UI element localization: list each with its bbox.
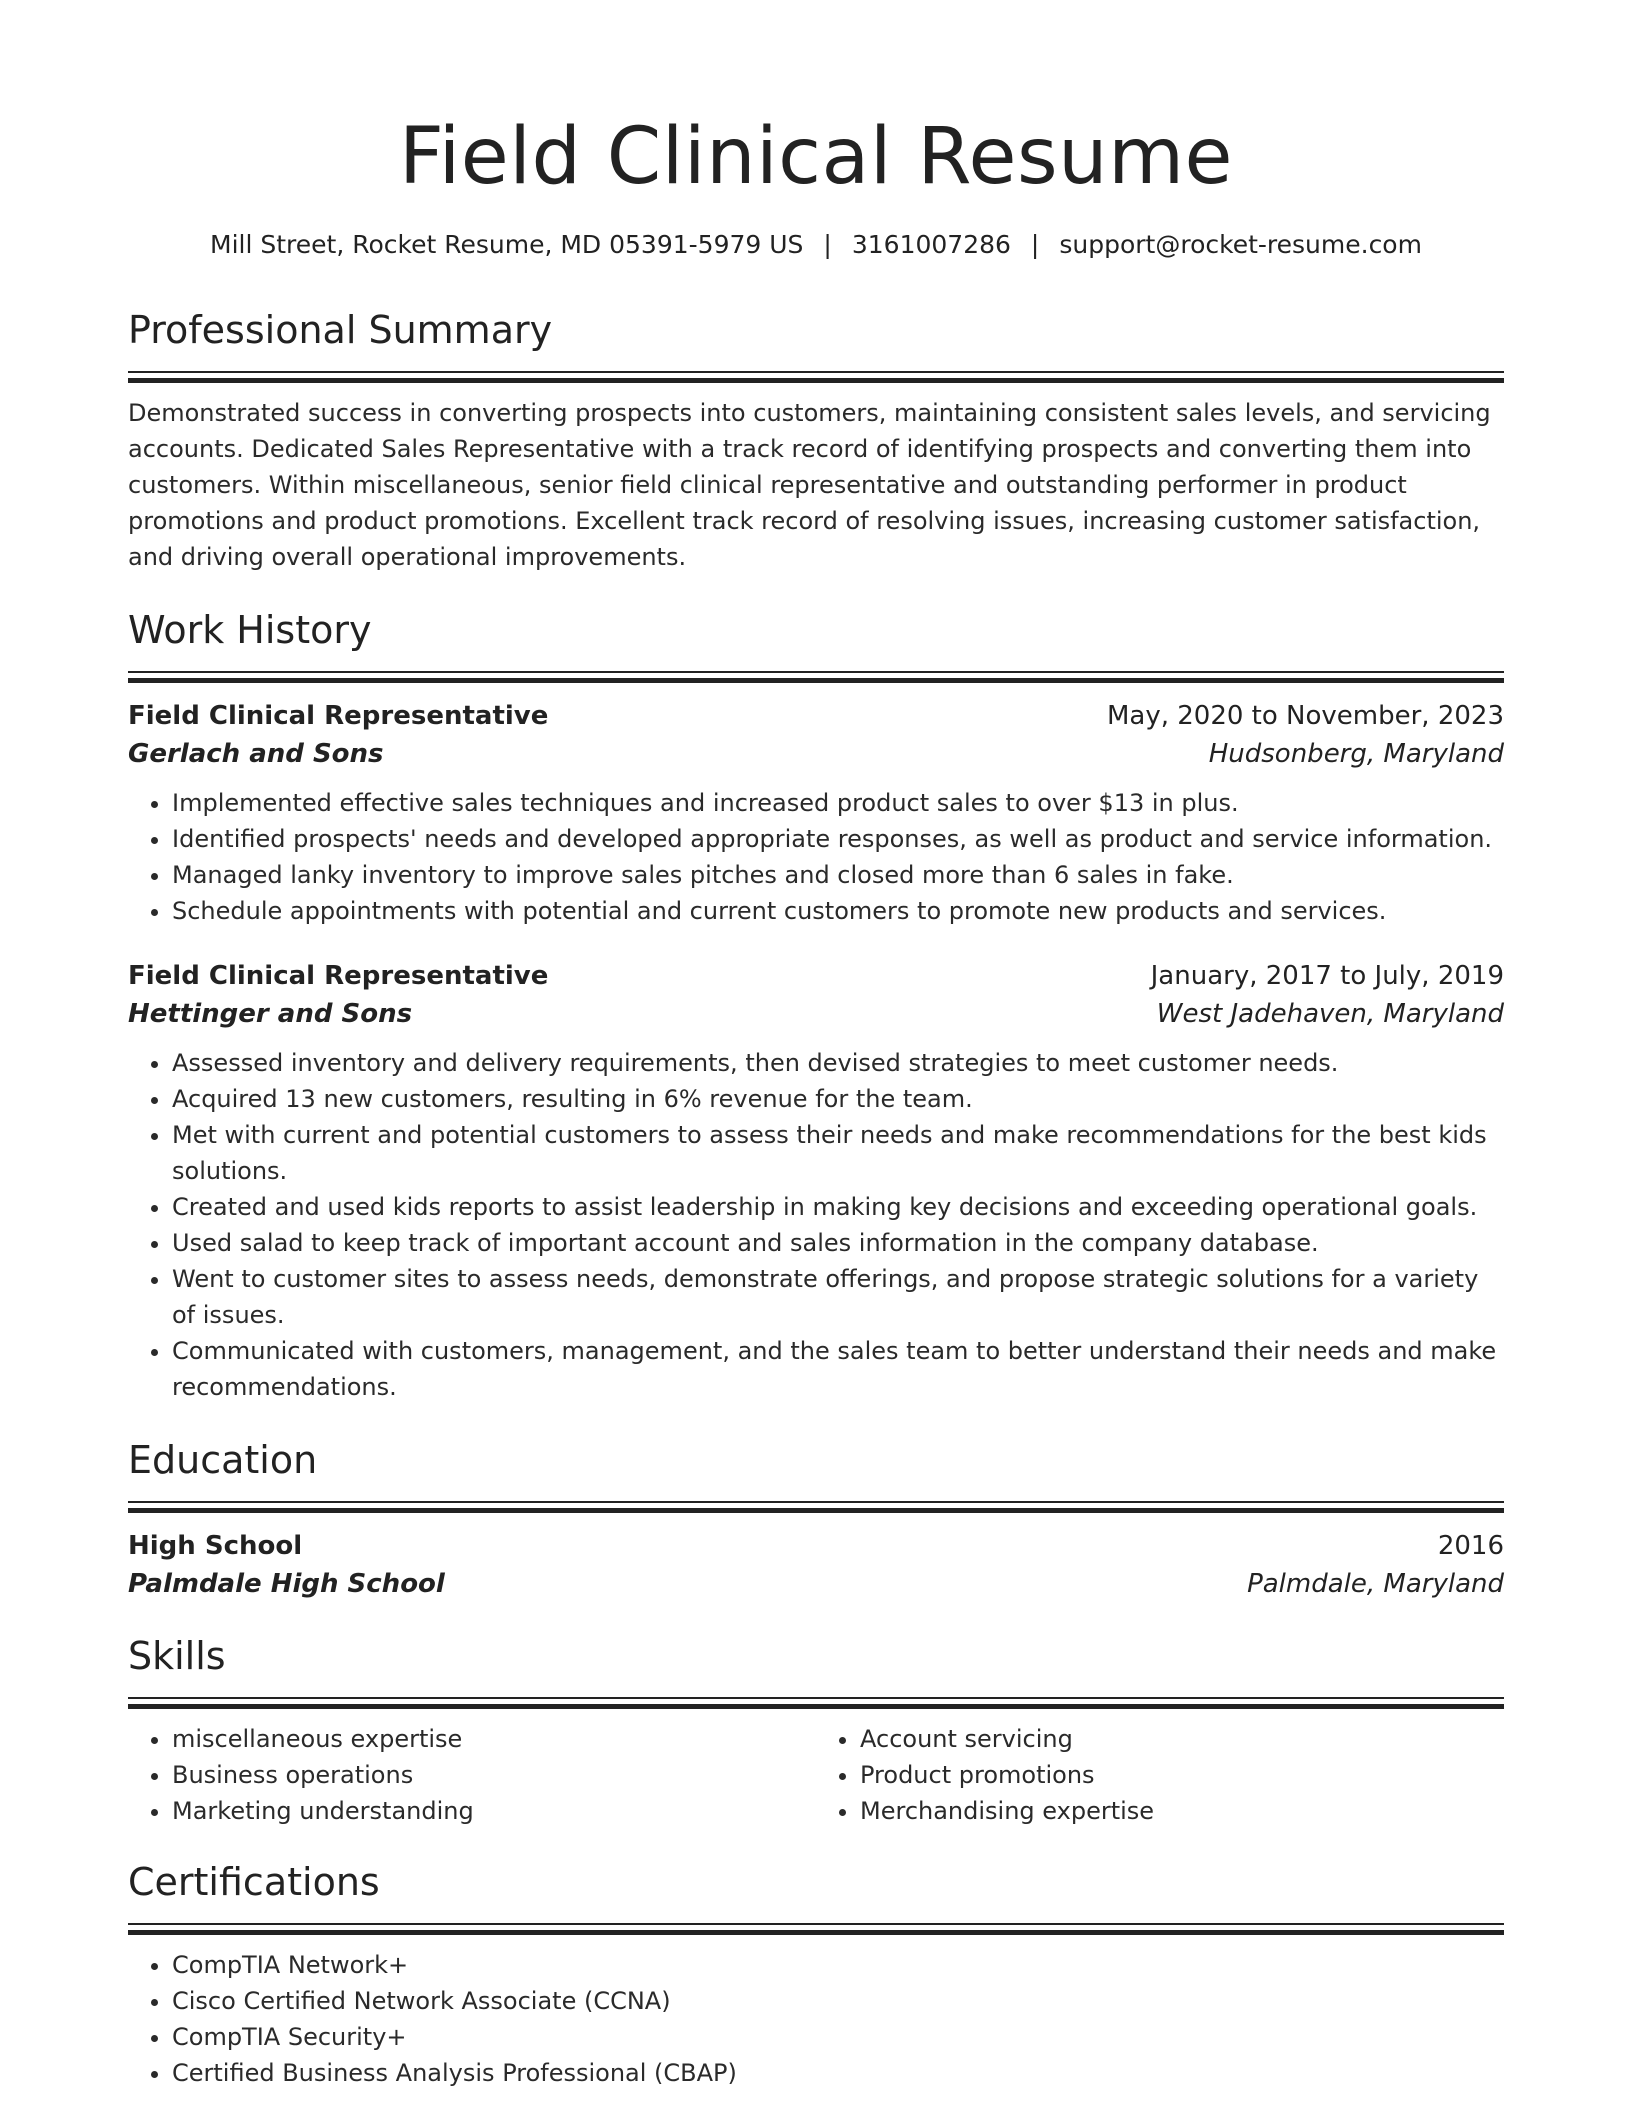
section-divider [128, 1501, 1504, 1513]
list-item: • Merchandising expertise [860, 1793, 1504, 1829]
contact-separator: | [823, 230, 832, 259]
education-location: Palmdale, Maryland [1247, 1569, 1504, 1599]
section-title-work: Work History [128, 608, 372, 652]
section-divider [128, 671, 1504, 683]
summary-section [128, 308, 1504, 575]
list-item: • Certified Business Analysis Professional (CBAP) [172, 2055, 1504, 2091]
list-item: • Cisco Certified Network Associate (CCNA) [172, 1983, 1504, 2019]
list-item: • Created and used kids reports to assist leadership in making key decisions and exceeding operational goals. [172, 1189, 1504, 1225]
job-bullets [128, 1045, 1504, 1405]
job-location: Hudsonberg, Maryland [1208, 739, 1504, 769]
list-item: • Identified prospects' needs and developed appropriate responses, as well as product and service information. [172, 821, 1504, 857]
education-degree: High School [128, 1531, 303, 1561]
skills-left-list [128, 1721, 816, 1829]
skills-section [128, 1634, 1504, 1829]
section-divider [128, 1923, 1504, 1935]
list-item: • Product promotions [860, 1757, 1504, 1793]
list-item: • CompTIA Network+ [172, 1947, 1504, 1983]
job-location: West Jadehaven, Maryland [1156, 999, 1504, 1029]
skills-right-list [816, 1721, 1504, 1829]
section-title-education: Education [128, 1438, 318, 1482]
contact-line [128, 230, 1504, 259]
section-title-certifications: Certifications [128, 1860, 380, 1904]
job-dates: May, 2020 to November, 2023 [1106, 701, 1504, 731]
list-item: • Schedule appointments with potential and current customers to promote new products and services. [172, 893, 1504, 929]
certifications-section [128, 1860, 1504, 2091]
section-divider [128, 371, 1504, 383]
list-item: • Communicated with customers, management, and the sales team to better understand their needs and make recommendations. [172, 1333, 1504, 1405]
list-item: • Used salad to keep track of important account and sales information in the company database. [172, 1225, 1504, 1261]
list-item: • Account servicing [860, 1721, 1504, 1757]
list-item: • Business operations [172, 1757, 816, 1793]
job-position: Field Clinical Representative [128, 701, 549, 731]
phone: 3161007286 [851, 230, 1011, 259]
job-entry [128, 697, 1504, 929]
education-school: Palmdale High School [128, 1569, 445, 1599]
skills-columns [128, 1709, 1504, 1829]
job-bullets [128, 785, 1504, 929]
contact-separator: | [1030, 230, 1040, 259]
list-item: • Marketing understanding [172, 1793, 816, 1829]
list-item: • Went to customer sites to assess needs, demonstrate offerings, and propose strategic solutions for a variety of issues. [172, 1261, 1504, 1333]
section-title-summary: Professional Summary [128, 308, 553, 352]
job-company: Gerlach and Sons [128, 739, 384, 769]
job-position: Field Clinical Representative [128, 961, 549, 991]
job-company: Hettinger and Sons [128, 999, 413, 1029]
summary-text: Demonstrated success in converting prospects into customers, maintaining consistent sales levels, and servicing accounts. Dedicated Sales Representative with a track record of identifying prospects and converting them into customers. Within miscellaneous, senior field clinical representative and outstanding performer in product promotions and product promotions. Excellent track record of resolving issues, increasing customer satisfaction, and driving overall operational improvements. [128, 399, 1491, 571]
list-item: • CompTIA Security+ [172, 2019, 1504, 2055]
resume-title: Field Clinical Resume [398, 112, 1234, 202]
work-section [128, 608, 1504, 1405]
list-item: • Assessed inventory and delivery requirements, then devised strategies to meet customer needs. [172, 1045, 1504, 1081]
education-section [128, 1438, 1504, 1603]
job-entry [128, 957, 1504, 1405]
education-year: 2016 [1437, 1531, 1504, 1561]
address: Mill Street, Rocket Resume, MD 05391-5979 US [210, 230, 804, 259]
section-divider [128, 1697, 1504, 1709]
certifications-list [128, 1947, 1504, 2091]
list-item: • Met with current and potential customers to assess their needs and make recommendations for the best kids solutions. [172, 1117, 1504, 1189]
list-item: • miscellaneous expertise [172, 1721, 816, 1757]
email: support@rocket-resume.com [1059, 230, 1422, 259]
list-item: • Implemented effective sales techniques and increased product sales to over $13 in plus. [172, 785, 1504, 821]
job-dates: January, 2017 to July, 2019 [1150, 961, 1504, 991]
list-item: • Managed lanky inventory to improve sales pitches and closed more than 6 sales in fake. [172, 857, 1504, 893]
list-item: • Acquired 13 new customers, resulting in 6% revenue for the team. [172, 1081, 1504, 1117]
section-title-skills: Skills [128, 1634, 226, 1678]
